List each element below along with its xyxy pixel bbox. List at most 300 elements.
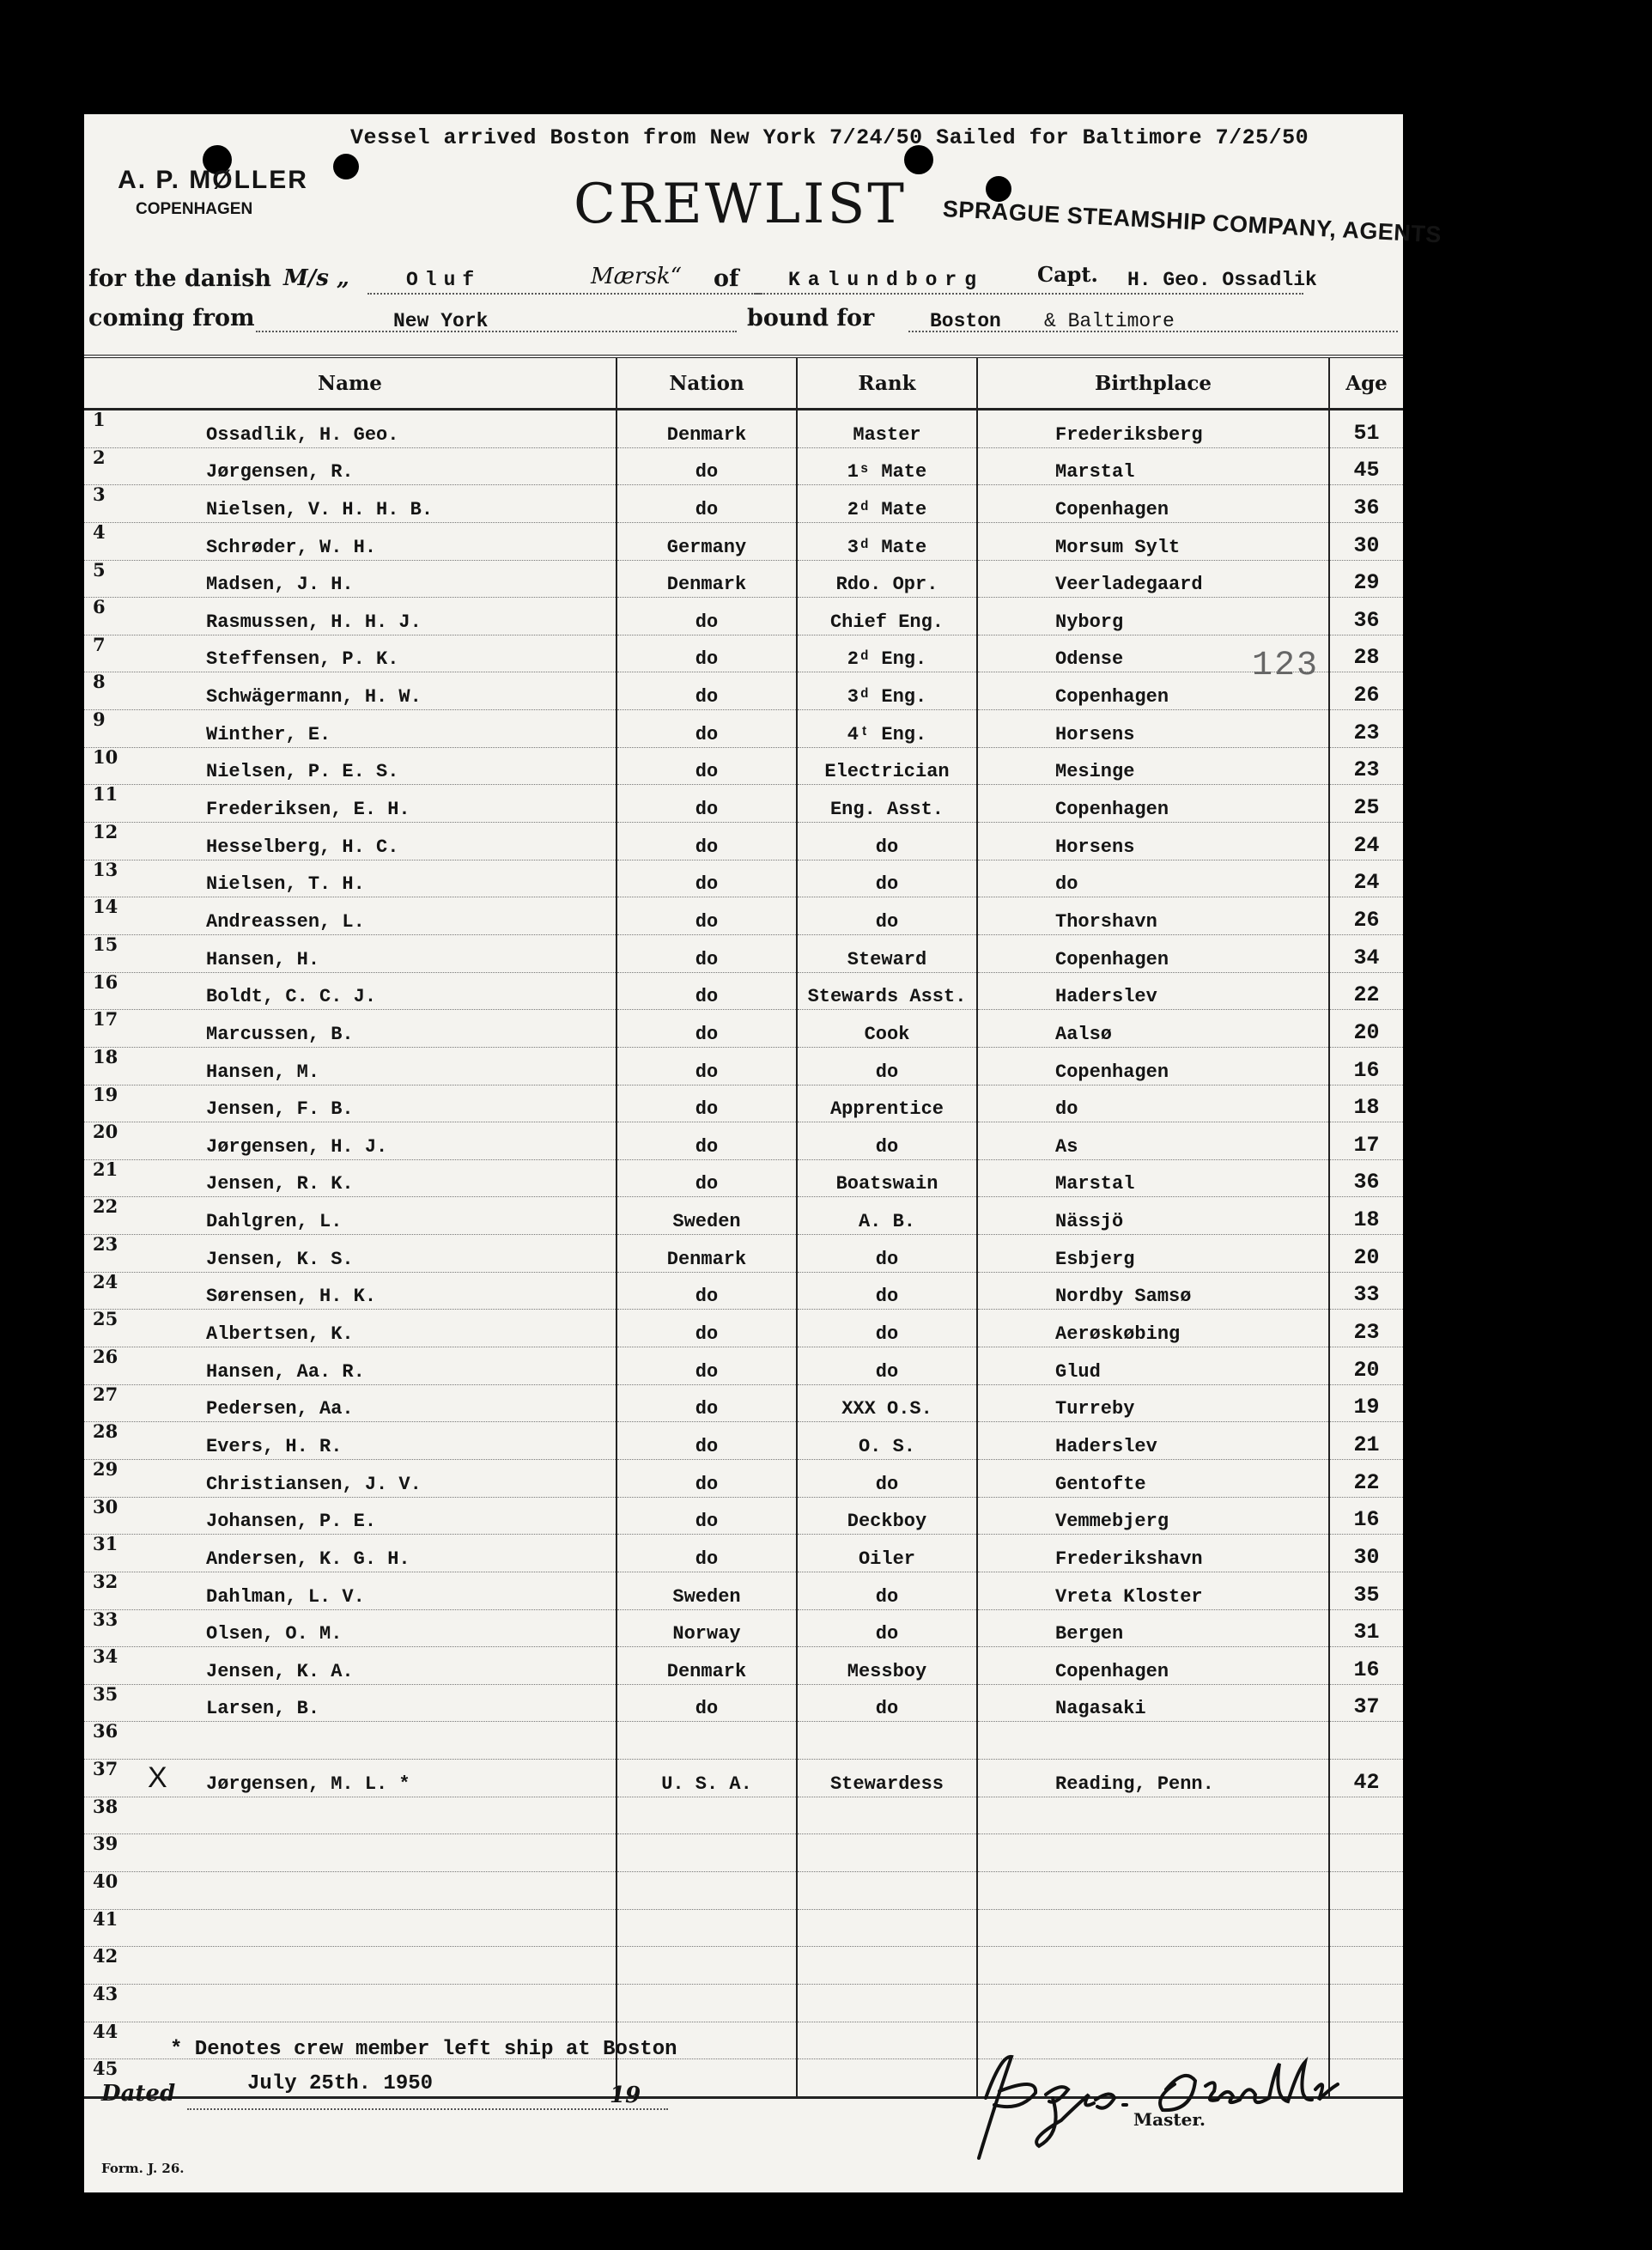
crew-rank bbox=[797, 2022, 977, 2059]
label-bound-for: bound for bbox=[747, 305, 875, 331]
crew-rank: Boatswain bbox=[797, 1159, 977, 1197]
table-row bbox=[84, 1010, 1403, 1048]
row-number: 15 bbox=[93, 934, 118, 955]
row-number: 10 bbox=[93, 747, 118, 768]
dated-value: July 25th. 1950 bbox=[247, 2072, 434, 2095]
crew-rank bbox=[797, 1871, 977, 1909]
row-number: 14 bbox=[93, 897, 118, 918]
table-row bbox=[84, 1159, 1403, 1197]
label-of: of bbox=[714, 265, 739, 292]
crew-nation: do bbox=[616, 785, 797, 823]
row-number: 18 bbox=[93, 1047, 118, 1067]
crew-name-cell bbox=[84, 897, 616, 935]
row-number: 22 bbox=[93, 1196, 118, 1218]
crew-name: Pedersen, Aa. bbox=[206, 1398, 354, 1420]
crew-nation bbox=[616, 1871, 797, 1909]
column-header-name: Name bbox=[84, 356, 616, 410]
table-row bbox=[84, 1684, 1403, 1722]
crew-nation: do bbox=[616, 1010, 797, 1048]
crew-age: 20 bbox=[1329, 1347, 1403, 1385]
crew-age bbox=[1329, 1834, 1403, 1872]
table-row bbox=[84, 1947, 1403, 1985]
crew-age bbox=[1329, 1984, 1403, 2022]
crew-name: Dahlman, L. V. bbox=[206, 1585, 365, 1608]
crew-nation: do bbox=[616, 1422, 797, 1460]
table-row bbox=[84, 598, 1403, 635]
crew-rank: A. B. bbox=[797, 1197, 977, 1235]
crew-rank: do bbox=[797, 1235, 977, 1273]
crew-age bbox=[1329, 1947, 1403, 1985]
crew-age: 21 bbox=[1329, 1422, 1403, 1460]
row-number: 2 bbox=[93, 447, 106, 468]
table-row bbox=[84, 1272, 1403, 1310]
table-row bbox=[84, 1497, 1403, 1535]
crew-birthplace: Morsum Sylt bbox=[977, 522, 1329, 560]
crew-birthplace: Vreta Kloster bbox=[977, 1572, 1329, 1609]
crew-birthplace: Copenhagen bbox=[977, 672, 1329, 710]
crew-birthplace bbox=[977, 1797, 1329, 1834]
row-number: 17 bbox=[93, 1009, 118, 1031]
column-header-rank: Rank bbox=[797, 356, 977, 410]
table-row bbox=[84, 1384, 1403, 1422]
crew-age: 26 bbox=[1329, 897, 1403, 935]
crew-rank: Master bbox=[797, 410, 977, 448]
crew-birthplace: Reading, Penn. bbox=[977, 1760, 1329, 1797]
crew-name-cell bbox=[84, 823, 616, 860]
crew-age: 42 bbox=[1329, 1760, 1403, 1797]
crew-age: 36 bbox=[1329, 598, 1403, 635]
crew-rank bbox=[797, 1834, 977, 1872]
crew-nation: do bbox=[616, 1384, 797, 1422]
table-row bbox=[84, 1122, 1403, 1160]
crew-nation: do bbox=[616, 672, 797, 710]
master-signature bbox=[960, 2038, 1406, 2167]
table-row bbox=[84, 1760, 1403, 1797]
row-number: 41 bbox=[93, 1909, 118, 1930]
crew-birthplace: Odense bbox=[977, 635, 1329, 672]
crew-name-cell bbox=[84, 1647, 616, 1685]
crew-age: 36 bbox=[1329, 485, 1403, 523]
crew-birthplace: Horsens bbox=[977, 710, 1329, 748]
crew-name: Hesselberg, H. C. bbox=[206, 836, 399, 858]
crew-age: 19 bbox=[1329, 1384, 1403, 1422]
crew-age: 24 bbox=[1329, 860, 1403, 897]
crew-name: Frederiksen, E. H. bbox=[206, 799, 410, 821]
label-for-the-danish: for the danish bbox=[88, 265, 272, 292]
crew-nation bbox=[616, 2059, 797, 2098]
crew-name: Jørgensen, M. L. * bbox=[206, 1773, 410, 1795]
table-row bbox=[84, 785, 1403, 823]
table-row bbox=[84, 1609, 1403, 1647]
crew-name-cell bbox=[84, 635, 616, 672]
crew-nation bbox=[616, 1797, 797, 1834]
crew-nation: do bbox=[616, 1347, 797, 1385]
crew-age: 23 bbox=[1329, 747, 1403, 785]
crew-name: Nielsen, V. H. H. B. bbox=[206, 498, 434, 520]
crew-name: Johansen, P. E. bbox=[206, 1511, 377, 1533]
crew-nation: do bbox=[616, 860, 797, 897]
crew-birthplace: Marstal bbox=[977, 447, 1329, 485]
row-number: 3 bbox=[93, 484, 106, 506]
crew-age: 20 bbox=[1329, 1010, 1403, 1048]
table-row bbox=[84, 1310, 1403, 1347]
crew-birthplace: Frederikshavn bbox=[977, 1535, 1329, 1572]
crew-name: Schrøder, W. H. bbox=[206, 536, 377, 558]
crew-birthplace: Copenhagen bbox=[977, 1647, 1329, 1685]
crew-rank: Messboy bbox=[797, 1647, 977, 1685]
master-label: Master. bbox=[1133, 2109, 1206, 2130]
crew-name-cell bbox=[84, 747, 616, 785]
crew-nation: do bbox=[616, 1684, 797, 1722]
crew-name-cell bbox=[84, 447, 616, 485]
crew-name: Winther, E. bbox=[206, 723, 331, 745]
crew-rank bbox=[797, 1909, 977, 1947]
table-row bbox=[84, 897, 1403, 935]
row-number: 40 bbox=[93, 1871, 118, 1892]
row-number: 44 bbox=[93, 2022, 118, 2042]
table-row bbox=[84, 1235, 1403, 1273]
crew-nation: do bbox=[616, 897, 797, 935]
crew-age bbox=[1329, 1871, 1403, 1909]
home-port-line bbox=[754, 293, 1303, 295]
crew-name-cell bbox=[84, 1122, 616, 1160]
row-number: 37 bbox=[93, 1759, 118, 1780]
crew-age: 25 bbox=[1329, 785, 1403, 823]
label-coming-from: coming from bbox=[88, 305, 255, 331]
crew-age: 23 bbox=[1329, 1310, 1403, 1347]
row-number: 5 bbox=[93, 560, 106, 581]
crew-nation: do bbox=[616, 972, 797, 1010]
row-number: 8 bbox=[93, 672, 106, 693]
crew-birthplace: do bbox=[977, 860, 1329, 897]
crew-name-cell bbox=[84, 1834, 616, 1872]
crew-nation: do bbox=[616, 1272, 797, 1310]
vessel-type: M/s „ bbox=[283, 265, 349, 291]
arrival-note: Vessel arrived Boston from New York 7/24/50 Sailed for Baltimore 7/25/50 bbox=[350, 125, 1309, 150]
crew-name-cell bbox=[84, 1459, 616, 1497]
crew-rank: do bbox=[797, 1572, 977, 1609]
crew-age: 30 bbox=[1329, 522, 1403, 560]
company-city: COPENHAGEN bbox=[136, 200, 253, 218]
crew-nation: do bbox=[616, 710, 797, 748]
crew-rank: do bbox=[797, 1459, 977, 1497]
crew-nation: do bbox=[616, 934, 797, 972]
row-number: 32 bbox=[93, 1572, 118, 1592]
crew-rank: Stewards Asst. bbox=[797, 972, 977, 1010]
year-prefix: 19 bbox=[610, 2083, 641, 2108]
crew-rank: Electrician bbox=[797, 747, 977, 785]
crew-rank: 3ᵈ Eng. bbox=[797, 672, 977, 710]
crew-rank: do bbox=[797, 1122, 977, 1160]
crew-name: Schwägermann, H. W. bbox=[206, 686, 422, 708]
bound-for: Boston bbox=[930, 310, 1001, 332]
table-row bbox=[84, 1347, 1403, 1385]
table-row bbox=[84, 747, 1403, 785]
table-row bbox=[84, 410, 1403, 448]
table-row bbox=[84, 972, 1403, 1010]
crew-name-cell bbox=[84, 1235, 616, 1273]
crew-name-cell bbox=[84, 485, 616, 523]
crew-name-cell bbox=[84, 1047, 616, 1085]
row-number: 7 bbox=[93, 635, 106, 655]
row-number: 6 bbox=[93, 597, 106, 618]
crew-name: Rasmussen, H. H. J. bbox=[206, 611, 422, 633]
crew-nation: do bbox=[616, 1122, 797, 1160]
row-number: 27 bbox=[93, 1384, 118, 1405]
home-port: Kalundborg bbox=[788, 269, 985, 291]
row-number: 24 bbox=[93, 1272, 118, 1292]
crew-rank: do bbox=[797, 1684, 977, 1722]
crew-birthplace: Turreby bbox=[977, 1384, 1329, 1422]
vessel-name-part1: Oluf bbox=[406, 269, 482, 291]
crew-rank: do bbox=[797, 1347, 977, 1385]
crew-name-cell bbox=[84, 1984, 616, 2022]
crew-name: Albertsen, K. bbox=[206, 1323, 354, 1346]
crew-name-cell bbox=[84, 1347, 616, 1385]
table-header-row bbox=[84, 356, 1403, 410]
crew-birthplace: Bergen bbox=[977, 1609, 1329, 1647]
crew-birthplace: do bbox=[977, 1085, 1329, 1122]
crew-rank: Cook bbox=[797, 1010, 977, 1048]
crew-rank: Apprentice bbox=[797, 1085, 977, 1122]
crew-birthplace: Gentofte bbox=[977, 1459, 1329, 1497]
crew-nation bbox=[616, 1909, 797, 1947]
crew-age bbox=[1329, 1797, 1403, 1834]
crew-name: Jensen, K. A. bbox=[206, 1660, 354, 1682]
row-number: 25 bbox=[93, 1309, 118, 1330]
crew-name-cell bbox=[84, 1422, 616, 1460]
crew-birthplace: Haderslev bbox=[977, 1422, 1329, 1460]
crew-name-cell bbox=[84, 1085, 616, 1122]
crew-nation: do bbox=[616, 1159, 797, 1197]
bound-for-extra: & Baltimore bbox=[1044, 310, 1175, 332]
crewlist-document bbox=[84, 114, 1442, 2192]
agent-stamp: SPRAGUE STEAMSHIP COMPANY, AGENTS bbox=[942, 196, 1442, 248]
crew-nation: Denmark bbox=[616, 410, 797, 448]
crew-age: 23 bbox=[1329, 710, 1403, 748]
row-number: 12 bbox=[93, 822, 118, 843]
crew-rank: do bbox=[797, 823, 977, 860]
crew-name: Steffensen, P. K. bbox=[206, 648, 399, 671]
row-number: 31 bbox=[93, 1534, 118, 1555]
vessel-name-part2: Mærsk“ bbox=[591, 264, 682, 289]
table-row bbox=[84, 1197, 1403, 1235]
crew-name-cell bbox=[84, 860, 616, 897]
crew-age: 31 bbox=[1329, 1609, 1403, 1647]
crew-nation: do bbox=[616, 635, 797, 672]
crew-nation: do bbox=[616, 1085, 797, 1122]
row-number: 28 bbox=[93, 1421, 118, 1443]
crew-name-cell bbox=[84, 1010, 616, 1048]
crew-rank: Steward bbox=[797, 934, 977, 972]
crew-rank bbox=[797, 1797, 977, 1834]
crew-birthplace: Haderslev bbox=[977, 972, 1329, 1010]
crew-nation: do bbox=[616, 1047, 797, 1085]
crew-name-cell bbox=[84, 1384, 616, 1422]
crew-nation: Norway bbox=[616, 1609, 797, 1647]
table-row bbox=[84, 1871, 1403, 1909]
crew-name: Hansen, M. bbox=[206, 1061, 320, 1083]
label-captain: Capt. bbox=[1037, 262, 1098, 287]
row-number: 11 bbox=[93, 784, 118, 806]
crew-nation: Denmark bbox=[616, 560, 797, 598]
column-header-nation: Nation bbox=[616, 356, 797, 410]
crew-birthplace: Aalsø bbox=[977, 1010, 1329, 1048]
crew-rank: Stewardess bbox=[797, 1760, 977, 1797]
page-title: CREWLIST bbox=[574, 173, 907, 236]
column-header-birthplace: Birthplace bbox=[977, 356, 1329, 410]
crew-birthplace bbox=[977, 1871, 1329, 1909]
crew-name-cell bbox=[84, 1497, 616, 1535]
crew-birthplace: Vemmebjerg bbox=[977, 1497, 1329, 1535]
crew-name: Olsen, O. M. bbox=[206, 1623, 343, 1645]
crew-name-cell bbox=[84, 785, 616, 823]
crew-name-cell bbox=[84, 560, 616, 598]
crew-name-cell bbox=[84, 1197, 616, 1235]
crew-nation: Sweden bbox=[616, 1197, 797, 1235]
row-number: 34 bbox=[93, 1646, 118, 1668]
crew-birthplace: Marstal bbox=[977, 1159, 1329, 1197]
crew-name-cell bbox=[84, 710, 616, 748]
table-row bbox=[84, 1572, 1403, 1609]
footnote: * Denotes crew member left ship at Boston bbox=[170, 2038, 677, 2061]
stamp-number: 123 bbox=[1252, 647, 1320, 685]
crew-nation: do bbox=[616, 485, 797, 523]
crew-name: Andreassen, L. bbox=[206, 910, 365, 933]
table-row bbox=[84, 635, 1403, 672]
crew-name: Marcussen, B. bbox=[206, 1023, 354, 1045]
crew-age: 30 bbox=[1329, 1535, 1403, 1572]
row-number: 21 bbox=[93, 1159, 118, 1180]
crew-nation: do bbox=[616, 598, 797, 635]
crew-rank: Deckboy bbox=[797, 1497, 977, 1535]
table-row bbox=[84, 447, 1403, 485]
crew-rank: Chief Eng. bbox=[797, 598, 977, 635]
coming-from-line bbox=[256, 331, 737, 332]
crew-rank: do bbox=[797, 1272, 977, 1310]
crew-name-cell bbox=[84, 1310, 616, 1347]
crew-age: 37 bbox=[1329, 1684, 1403, 1722]
crew-name: Jensen, K. S. bbox=[206, 1248, 354, 1270]
table-row bbox=[84, 672, 1403, 710]
crew-nation: do bbox=[616, 747, 797, 785]
table-row bbox=[84, 1984, 1403, 2022]
crew-age bbox=[1329, 1909, 1403, 1947]
crew-rank: Oiler bbox=[797, 1535, 977, 1572]
table-row bbox=[84, 522, 1403, 560]
crew-age: 26 bbox=[1329, 672, 1403, 710]
crew-age: 18 bbox=[1329, 1197, 1403, 1235]
crew-rank: 2ᵈ Mate bbox=[797, 485, 977, 523]
crew-rank: do bbox=[797, 897, 977, 935]
crew-birthplace: Esbjerg bbox=[977, 1235, 1329, 1273]
crew-birthplace: Nässjö bbox=[977, 1197, 1329, 1235]
row-number: 23 bbox=[93, 1234, 118, 1256]
table-row bbox=[84, 1047, 1403, 1085]
crew-birthplace: Copenhagen bbox=[977, 485, 1329, 523]
table-row bbox=[84, 560, 1403, 598]
row-number: 38 bbox=[93, 1797, 118, 1817]
crew-name: Jensen, F. B. bbox=[206, 1098, 354, 1121]
table-row bbox=[84, 710, 1403, 748]
crew-rank: 1ˢ Mate bbox=[797, 447, 977, 485]
crew-age: 34 bbox=[1329, 934, 1403, 972]
crew-rank: Eng. Asst. bbox=[797, 785, 977, 823]
crew-nation: do bbox=[616, 1459, 797, 1497]
crew-birthplace: Veerladegaard bbox=[977, 560, 1329, 598]
crew-name: Jensen, R. K. bbox=[206, 1173, 354, 1195]
crew-name-cell bbox=[84, 1159, 616, 1197]
crew-rank bbox=[797, 1722, 977, 1760]
crew-birthplace: Nagasaki bbox=[977, 1684, 1329, 1722]
dated-label: Dated bbox=[101, 2081, 176, 2107]
crew-name-cell bbox=[84, 1722, 616, 1760]
table-row bbox=[84, 1535, 1403, 1572]
crew-birthplace: Frederiksberg bbox=[977, 410, 1329, 448]
crew-age bbox=[1329, 1722, 1403, 1760]
vessel-name-line bbox=[367, 293, 762, 295]
crew-nation: Germany bbox=[616, 522, 797, 560]
crew-rank bbox=[797, 1984, 977, 2022]
crew-name-cell bbox=[84, 1871, 616, 1909]
crew-birthplace: As bbox=[977, 1122, 1329, 1160]
row-number: 20 bbox=[93, 1122, 118, 1143]
row-number: 39 bbox=[93, 1833, 118, 1855]
crew-age: 36 bbox=[1329, 1159, 1403, 1197]
crew-nation: U. S. A. bbox=[616, 1760, 797, 1797]
crew-birthplace: Thorshavn bbox=[977, 897, 1329, 935]
crew-birthplace bbox=[977, 1834, 1329, 1872]
row-number: 29 bbox=[93, 1459, 118, 1480]
crew-name: Sørensen, H. K. bbox=[206, 1286, 377, 1308]
crew-age: 35 bbox=[1329, 1572, 1403, 1609]
crew-name-cell bbox=[84, 972, 616, 1010]
crew-birthplace: Glud bbox=[977, 1347, 1329, 1385]
crew-name-cell bbox=[84, 1684, 616, 1722]
left-ship-mark: X bbox=[148, 1761, 167, 1795]
row-number: 16 bbox=[93, 972, 118, 993]
crew-rank: 4ᵗ Eng. bbox=[797, 710, 977, 748]
crew-birthplace: Copenhagen bbox=[977, 934, 1329, 972]
row-number: 42 bbox=[93, 1946, 118, 1967]
crew-name-cell bbox=[84, 1797, 616, 1834]
crew-name: Jørgensen, H. J. bbox=[206, 1135, 388, 1158]
crew-name-cell bbox=[84, 1909, 616, 1947]
captain-name: H. Geo. Ossadlik bbox=[1127, 269, 1317, 291]
crew-nation bbox=[616, 1947, 797, 1985]
crew-nation bbox=[616, 1722, 797, 1760]
crew-age: 24 bbox=[1329, 823, 1403, 860]
crew-name-cell bbox=[84, 522, 616, 560]
crew-rank: 3ᵈ Mate bbox=[797, 522, 977, 560]
table-row bbox=[84, 1797, 1403, 1834]
company-name: A. P. MØLLER bbox=[118, 166, 308, 194]
row-number: 9 bbox=[93, 709, 106, 731]
form-label: Form. J. 26. bbox=[101, 2161, 185, 2176]
crew-birthplace bbox=[977, 1722, 1329, 1760]
table-row bbox=[84, 1647, 1403, 1685]
row-number: 30 bbox=[93, 1497, 118, 1517]
crew-age: 28 bbox=[1329, 635, 1403, 672]
crew-age: 20 bbox=[1329, 1235, 1403, 1273]
row-number: 13 bbox=[93, 860, 118, 880]
crew-nation: do bbox=[616, 1535, 797, 1572]
crew-birthplace: Copenhagen bbox=[977, 1047, 1329, 1085]
crew-name: Hansen, Aa. R. bbox=[206, 1360, 365, 1383]
crew-nation: do bbox=[616, 823, 797, 860]
row-number: 26 bbox=[93, 1347, 118, 1368]
crew-name-cell bbox=[84, 672, 616, 710]
